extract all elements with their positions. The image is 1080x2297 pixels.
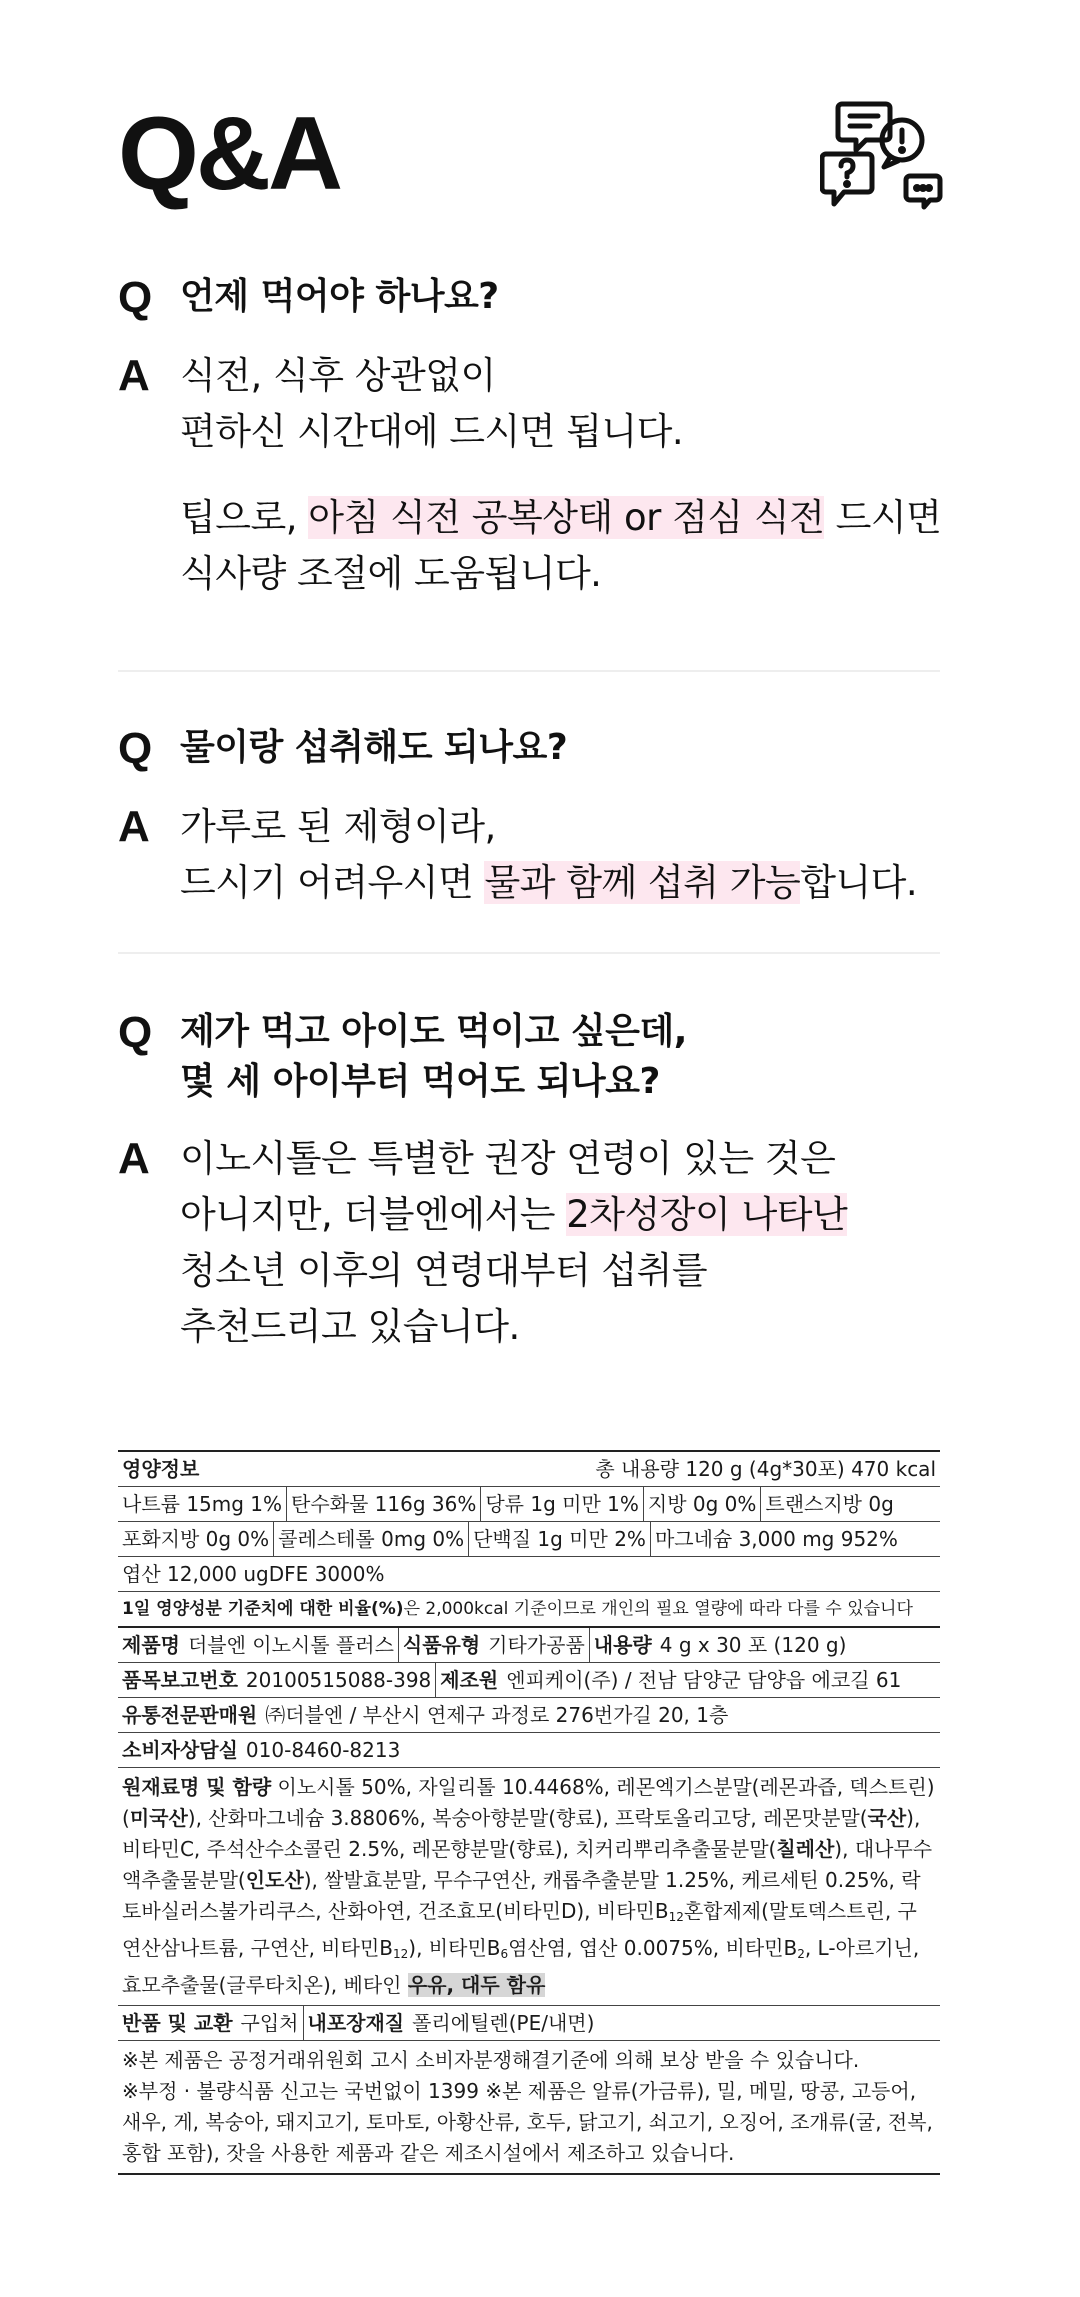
note-bold: 1일 영양성분 기준치에 대한 비율(%) (122, 1599, 404, 1619)
field-value: 폴리에틸렌(PE/내면) (412, 2011, 595, 2035)
answer-row (118, 799, 1018, 911)
qa-item-2 (118, 723, 1018, 911)
field-value: 구입처 (237, 2006, 304, 2040)
question-row (118, 272, 1018, 324)
qa-item-3 (118, 1007, 1018, 1355)
answer-line: 식전, 식후 상관없이 (180, 354, 496, 397)
q-mark: Q (118, 1008, 153, 1057)
field-value: 기타가공품 (484, 1628, 590, 1662)
product-row (118, 1628, 940, 1663)
nutrient-cell: 지방 0g 0% (644, 1487, 762, 1521)
question-row (118, 1007, 1018, 1107)
divider (118, 952, 940, 954)
answer-line: 아니지만, 더블엔에서는 2차성장이 나타난 (180, 1193, 848, 1236)
field-label: 내용량 (593, 1633, 652, 1657)
answer-line: 드시기 어려우시면 물과 함께 섭취 가능합니다. (180, 861, 918, 904)
chat-bubbles-icon (820, 100, 945, 215)
nutrient-cell: 나트륨 15mg 1% (118, 1487, 287, 1521)
nutrition-row (118, 1487, 940, 1522)
answer-line: 추천드리고 있습니다. (180, 1305, 520, 1348)
divider (118, 670, 940, 672)
q-mark: Q (118, 724, 153, 773)
nutrient-cell: 단백질 1g 미만 2% (469, 1522, 651, 1556)
field-label: 식품유형 (402, 1633, 481, 1657)
answer-line: 이노시톨은 특별한 권장 연령이 있는 것은 (180, 1137, 836, 1180)
allergen-badge: 우유, 대두 함유 (407, 1973, 546, 1997)
highlight-text: 2차성장이 나타난 (566, 1193, 848, 1236)
nutrient-cell: 탄수화물 116g 36% (287, 1487, 481, 1521)
field-label: 내포장재질 (307, 2011, 405, 2035)
nutrition-row (118, 1557, 940, 1592)
answer-text (180, 348, 941, 602)
answer-line: 팁으로, 아침 식전 공복상태 or 점심 식전 드시면 (180, 496, 942, 539)
nutrition-table (118, 1450, 940, 2175)
nutrient-cell: 엽산 12,000 ugDFE 3000% (122, 1562, 385, 1586)
q-mark: Q (118, 273, 153, 322)
qa-item-1 (118, 272, 1018, 602)
answer-line: 가루로 된 제형이라, (180, 805, 496, 848)
highlight-text: 아침 식전 공복상태 or 점심 식전 (308, 496, 825, 539)
footnote: ※본 제품은 공정거래위원회 고시 소비자분쟁해결기준에 의해 보상 받을 수 있습니다. (122, 2048, 860, 2072)
product-row (118, 1663, 940, 1698)
field-label: 제조원 (440, 1668, 499, 1692)
highlight-text: 물과 함께 섭취 가능 (484, 861, 801, 904)
product-row (118, 1698, 940, 1733)
footnotes (118, 2041, 940, 2173)
answer-row (118, 348, 1018, 602)
question-text: 제가 먹고 아이도 먹이고 싶은데, 몇 세 아이부터 먹어도 되나요? (180, 1011, 687, 1102)
ingredients-row (118, 1768, 940, 2006)
a-mark: A (118, 802, 150, 851)
note-text: 은 2,000kcal 기준이므로 개인의 필요 열량에 따라 다를 수 있습니다 (403, 1599, 913, 1619)
footnote: ※부정 · 불량식품 신고는 국번없이 1399 ※본 제품은 알류(가금류), 밀, 메밀, 땅콩, 고등어, 새우, 게, 복숭아, 돼지고기, 토마토, 아황산류, 호두, 닭고기, 쇠고기, 오징어, 조개류(굴, 전복, 홍합 포함), 잣을 사용한 제품과 같은 제조시설에서 제조하고 있습니다. (122, 2079, 933, 2165)
field-value: 010-8460-8213 (245, 1738, 401, 1762)
field-label: 제품명 (122, 1633, 180, 1657)
nutrient-cell: 당류 1g 미만 1% (481, 1487, 644, 1521)
answer-row (118, 1131, 1018, 1355)
field-label: 유통전문판매원 (122, 1703, 258, 1727)
question-row (118, 723, 1018, 775)
page-title: Q&A (118, 96, 341, 212)
field-value: 엔피케이(주) / 전남 담양군 담양읍 에코길 61 (506, 1668, 902, 1692)
answer-line: 편하신 시간대에 드시면 됩니다. (180, 410, 684, 453)
answer-line: 식사량 조절에 도움됩니다. (180, 552, 602, 595)
field-value: 더블엔 이노시톨 플러스 (184, 1628, 399, 1662)
answer-text (180, 799, 917, 911)
answer-line: 청소년 이후의 연령대부터 섭취를 (180, 1249, 708, 1292)
answer-text (180, 1131, 847, 1355)
nutrition-row (118, 1522, 940, 1557)
nutrient-cell: 포화지방 0g 0% (118, 1522, 274, 1556)
nutrition-label: 영양정보 (122, 1457, 200, 1481)
a-mark: A (118, 1134, 150, 1183)
field-label: 품목보고번호 (122, 1668, 238, 1692)
ingredients-text: 원재료명 및 함량 이노시톨 50%, 자일리톨 10.4468%, 레몬엑기스분말(레몬과즙, 덱스트린)(미국산), 산화마그네슘 3.8806%, 복숭아향분말(향료), 프락토올리고당, 레몬맛분말(국산), 비타민C, 주석산수소콜린 2.5%, 레몬향분말(향료), 치커리뿌리추출물분말(칠레산), 대나무수액추출물분말(인도산), 쌀발효분말, 무수구연산, 캐롭추출분말 1.25%, 케르세틴 0.25%, 락토바실러스불가리쿠스, 산화아연, 건조효모(비타민D), 비타민$B_{12}$혼합제제(말토덱스트린, 구연산삼나트륨, 구연산, 비타민$B_{12}$), 비타민$B_6$염산염, 엽산 0.0075%, 비타민$B_2$, L-아르기닌, 효모추출물(글루타치온), 베타인 우유, 대두 함유 (122, 1775, 935, 1997)
nutrient-cell: 콜레스테롤 0mg 0% (274, 1522, 469, 1556)
total-amount: 총 내용량 120 g (4g*30포) 470 kcal (595, 1457, 936, 1481)
field-label: 반품 및 교환 (122, 2011, 233, 2035)
return-row (118, 2006, 940, 2041)
question-text: 물이랑 섭취해도 되나요? (180, 727, 568, 768)
question-text: 언제 먹어야 하나요? (180, 276, 499, 317)
field-value: 4 g x 30 포 (120 g) (659, 1633, 847, 1657)
nutrient-cell: 마그네슘 3,000 mg 952% (654, 1527, 898, 1551)
a-mark: A (118, 351, 150, 400)
nutrition-header (118, 1452, 940, 1487)
nutrition-note (118, 1592, 940, 1628)
nutrient-cell: 트랜스지방 0g (765, 1492, 894, 1516)
product-row (118, 1733, 940, 1768)
field-value: 20100515088-398 (242, 1663, 436, 1697)
field-value: ㈜더블엔 / 부산시 연제구 과정로 276번가길 20, 1층 (265, 1703, 729, 1727)
field-label: 소비자상담실 (122, 1738, 238, 1762)
